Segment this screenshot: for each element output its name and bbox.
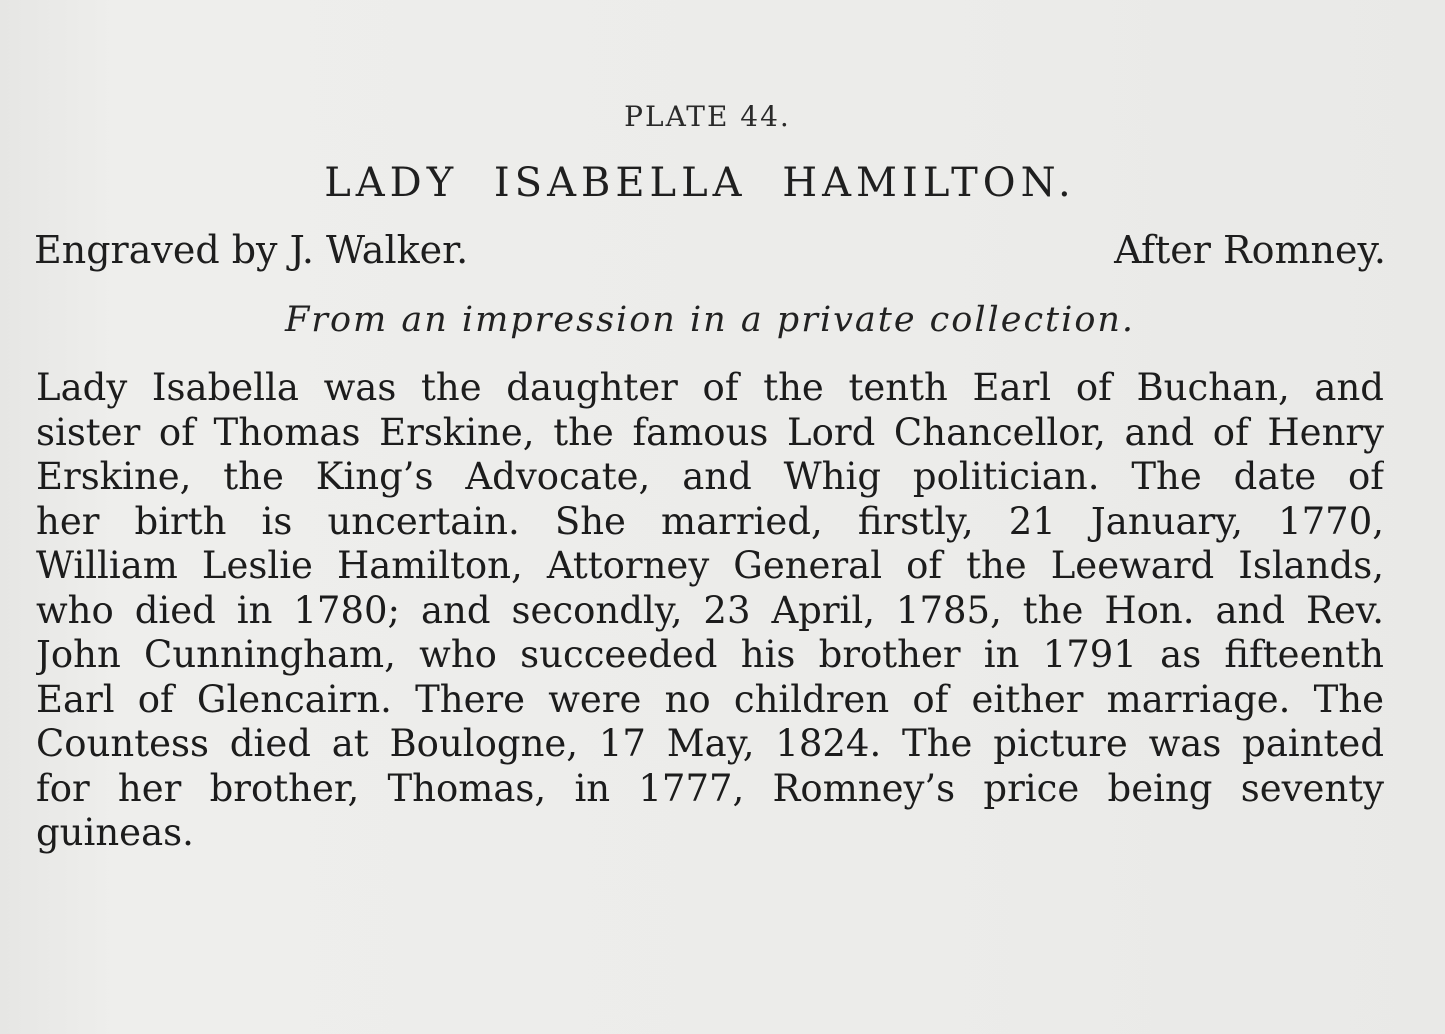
paragraph-line: her birth is uncertain. She married, firstly, 21 January, 1770, <box>36 499 1384 543</box>
paragraph-line: Earl of Glencairn. There were no children of either marriage. The <box>36 677 1384 721</box>
credits-line <box>34 228 1386 272</box>
paragraph-line: William Leslie Hamilton, Attorney General of the Leeward Islands, <box>36 544 1384 587</box>
paragraph-line: Countess died at Boulogne, 17 May, 1824. The picture was painted <box>36 722 1384 765</box>
artist-credit: After Romney. <box>1114 228 1386 272</box>
paragraph-line: for her brother, Thomas, in 1777, Romney’s price being seventy <box>36 766 1384 810</box>
paragraph-line: sister of Thomas Erskine, the famous Lord Chancellor, and of Henry <box>36 410 1384 454</box>
biography-paragraph <box>36 366 1384 856</box>
plate-number: PLATE 44. <box>624 100 791 133</box>
paragraph-line: Erskine, the King’s Advocate, and Whig politician. The date of <box>36 455 1384 498</box>
paragraph-line: Lady Isabella was the daughter of the tenth Earl of Buchan, and <box>36 366 1384 409</box>
paragraph-line: guineas. <box>36 811 194 854</box>
paragraph-line: who died in 1780; and secondly, 23 April, 1785, the Hon. and Rev. <box>36 588 1384 632</box>
plate-title: LADY ISABELLA HAMILTON. <box>324 160 1076 206</box>
paragraph-line: John Cunningham, who succeeded his brother in 1791 as fifteenth <box>36 633 1384 676</box>
provenance-note: From an impression in a private collection. <box>284 300 1136 340</box>
engraver-credit: Engraved by J. Walker. <box>34 228 469 272</box>
